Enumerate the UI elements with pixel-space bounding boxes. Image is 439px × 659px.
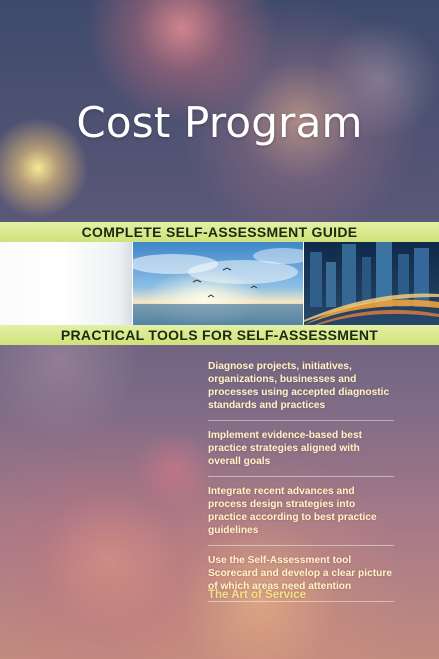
publisher-name: The Art of Service bbox=[208, 589, 306, 601]
guide-band: COMPLETE SELF-ASSESSMENT GUIDE bbox=[0, 222, 439, 242]
bullet-item: Use the Self-Assessment tool Scorecard and develop a clear picture of which areas need attention bbox=[208, 554, 394, 602]
seascape-photo bbox=[132, 242, 305, 325]
bullet-item: Integrate recent advances and process design strategies into practice according to best practice guidelines bbox=[208, 485, 394, 546]
photo-strip bbox=[0, 242, 439, 325]
bullet-item: Implement evidence-based best practice strategies aligned with overall goals bbox=[208, 429, 394, 477]
bullet-item: Diagnose projects, initiatives, organizations, businesses and processes using accepted diagnostic standards and practices bbox=[208, 360, 394, 421]
book-title: Cost Program bbox=[76, 98, 363, 147]
city-night-photo bbox=[304, 242, 439, 325]
tools-band: PRACTICAL TOOLS FOR SELF-ASSESSMENT bbox=[0, 325, 439, 345]
white-interior-photo bbox=[0, 242, 132, 325]
bullet-list bbox=[208, 360, 394, 610]
